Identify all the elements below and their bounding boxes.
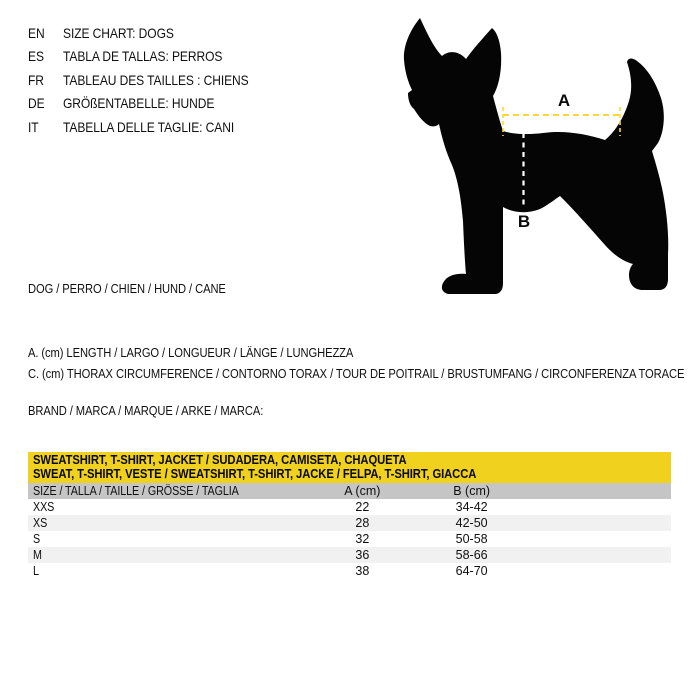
lang-title: TABLEAU DES TAILLES : CHIENS — [63, 71, 249, 88]
cell-a: 38 — [355, 564, 370, 578]
lang-code: EN — [28, 24, 45, 41]
lang-row-es — [28, 45, 279, 69]
lang-title: SIZE CHART: DOGS — [63, 24, 174, 41]
dog-silhouette — [404, 18, 668, 294]
table-row — [28, 499, 671, 515]
lang-code: ES — [28, 48, 44, 65]
size-table — [28, 452, 671, 579]
lang-title: GRÖßENTABELLE: HUNDE — [63, 95, 215, 112]
cell-b: 42-50 — [455, 516, 488, 530]
cell-size: S — [33, 532, 41, 546]
cell-size: XXS — [33, 500, 55, 514]
measure-a-caption: A. (cm) LENGTH / LARGO / LONGUEUR / LÄNGE / LUNGHEZZA — [28, 345, 354, 360]
col-header-a: A (cm) — [344, 484, 381, 498]
measurement-legend — [28, 343, 700, 384]
table-row — [28, 515, 671, 531]
lang-row-it — [28, 115, 279, 139]
cell-size: XS — [33, 516, 48, 530]
table-row — [28, 563, 671, 579]
cell-a: 28 — [355, 516, 370, 530]
label-a: A — [557, 91, 571, 110]
banner-line2: SWEAT, T-SHIRT, VESTE / SWEATSHIRT, T-SHIRT, JACKE / FELPA, T-SHIRT, GIACCA — [33, 466, 477, 481]
banner-line1: SWEATSHIRT, T-SHIRT, JACKET / SUDADERA, CAMISETA, CHAQUETA — [33, 453, 407, 467]
language-title-list — [28, 21, 279, 139]
table-header-row — [28, 483, 671, 499]
col-header-b: B (cm) — [453, 484, 491, 498]
lang-row-en — [28, 21, 279, 45]
dog-measurement-diagram — [380, 0, 700, 320]
table-banner — [28, 452, 671, 483]
cell-b: 34-42 — [455, 500, 488, 514]
cell-a: 32 — [355, 532, 370, 546]
lang-code: FR — [28, 71, 44, 88]
lang-row-de — [28, 92, 279, 116]
lang-row-fr — [28, 68, 279, 92]
lang-title: TABELLA DELLE TAGLIE: CANI — [63, 118, 235, 135]
cell-a: 22 — [355, 500, 370, 514]
cell-size: L — [33, 564, 39, 578]
table-row — [28, 531, 671, 547]
table-row — [28, 547, 671, 563]
measure-c-caption: C. (cm) THORAX CIRCUMFERENCE / CONTORNO TORAX / TOUR DE POITRAIL / BRUSTUMFANG / CIRCONFERENZA TORACE — [28, 365, 685, 381]
lang-code: DE — [28, 95, 45, 112]
cell-b: 58-66 — [455, 548, 488, 562]
lang-title: TABLA DE TALLAS: PERROS — [63, 48, 223, 65]
animal-caption — [28, 281, 258, 296]
cell-a: 36 — [355, 548, 370, 562]
cell-b: 64-70 — [455, 564, 488, 578]
brand-line-text: BRAND / MARCA / MARQUE / ARKE / MARCA: — [28, 403, 264, 418]
cell-size: M — [33, 548, 42, 562]
lang-code: IT — [28, 118, 39, 135]
label-b: B — [517, 212, 531, 231]
animal-caption-text: DOG / PERRO / CHIEN / HUND / CANE — [28, 281, 226, 296]
col-header-size: SIZE / TALLA / TAILLE / GRÖSSE / TAGLIA — [33, 484, 239, 498]
cell-b: 50-58 — [455, 532, 488, 546]
brand-line — [28, 403, 302, 418]
